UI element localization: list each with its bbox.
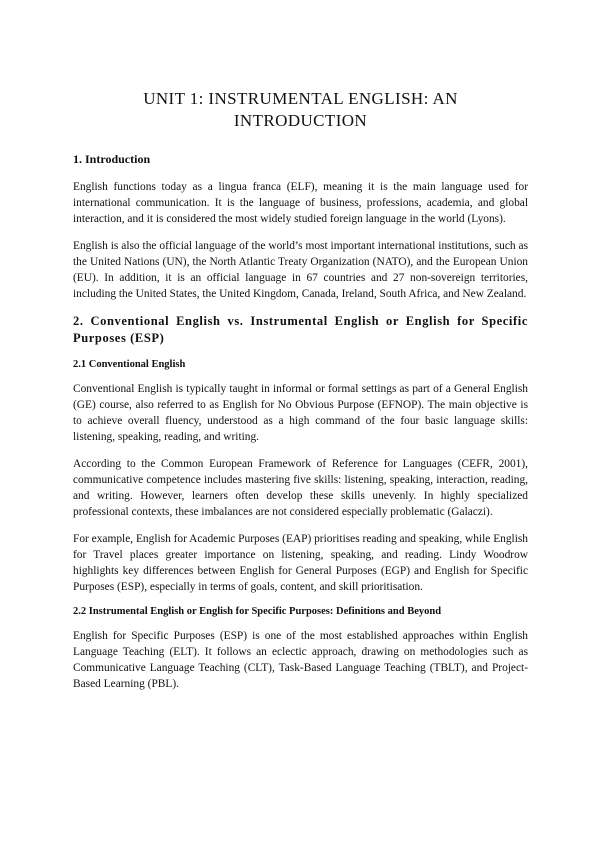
- section-2-2-paragraph-1: English for Specific Purposes (ESP) is one of the most established approaches within English Language Teaching (ELT). It follows an eclectic approach, drawing on methodologies such as Communicative Language Teaching (CLT), Task-Based Language Teaching (TBLT), and Project-Based Learning (PBL).: [73, 630, 528, 690]
- section-1-heading: 1. Introduction: [73, 152, 151, 166]
- section-2-1-paragraph-2: According to the Common European Framework of Reference for Languages (CEFR, 2001), communicative competence includes mastering five skills: listening, speaking, interaction, reading, and writing. However, learners often develop these skills unevenly. In highly specialized professional contexts, these imbalances are not considered especially problematic (Galaczi).: [73, 458, 528, 518]
- title-line-1: UNIT 1: INSTRUMENTAL ENGLISH: AN: [143, 89, 458, 108]
- document-title: [73, 88, 528, 132]
- section-1-paragraph-1: English functions today as a lingua franca (ELF), meaning it is the main language used for international communication. It is the language of business, professions, academia, and global interaction, and it is considered the most widely studied foreign language in the world (Lyons).: [73, 181, 528, 225]
- section-2-1-paragraph-3: For example, English for Academic Purposes (EAP) prioritises reading and speaking, while English for Travel places greater importance on listening, speaking, and reading. Lindy Woodrow highlights key differences between English for General Purposes (EGP) and English for Specific Purposes (ESP), especially in terms of goals, content, and skill prioritisation.: [73, 533, 528, 593]
- section-1-paragraph-2: English is also the official language of the world’s most important international institutions, such as the United Nations (UN), the North Atlantic Treaty Organization (NATO), and the European Union (EU). In addition, it is an official language in 67 countries and 27 non-sovereign territories, including the United States, the United Kingdom, Canada, Ireland, South Africa, and New Zealand.: [73, 240, 528, 300]
- section-2-2-heading: 2.2 Instrumental English or English for Specific Purposes: Definitions and Beyond: [73, 606, 442, 617]
- title-line-2: INTRODUCTION: [233, 111, 368, 130]
- section-2-heading: 2. Conventional English vs. Instrumental English or English for Specific Purposes (ESP): [73, 314, 528, 345]
- section-2-1-paragraph-1: Conventional English is typically taught in informal or formal settings as part of a General English (GE) course, also referred to as English for No Obvious Purpose (EFNOP). The main objective is to achieve overall fluency, understood as a high command of the four basic language skills: listening, speaking, reading, and writing.: [73, 383, 528, 443]
- section-2-1-heading: 2.1 Conventional English: [73, 359, 186, 370]
